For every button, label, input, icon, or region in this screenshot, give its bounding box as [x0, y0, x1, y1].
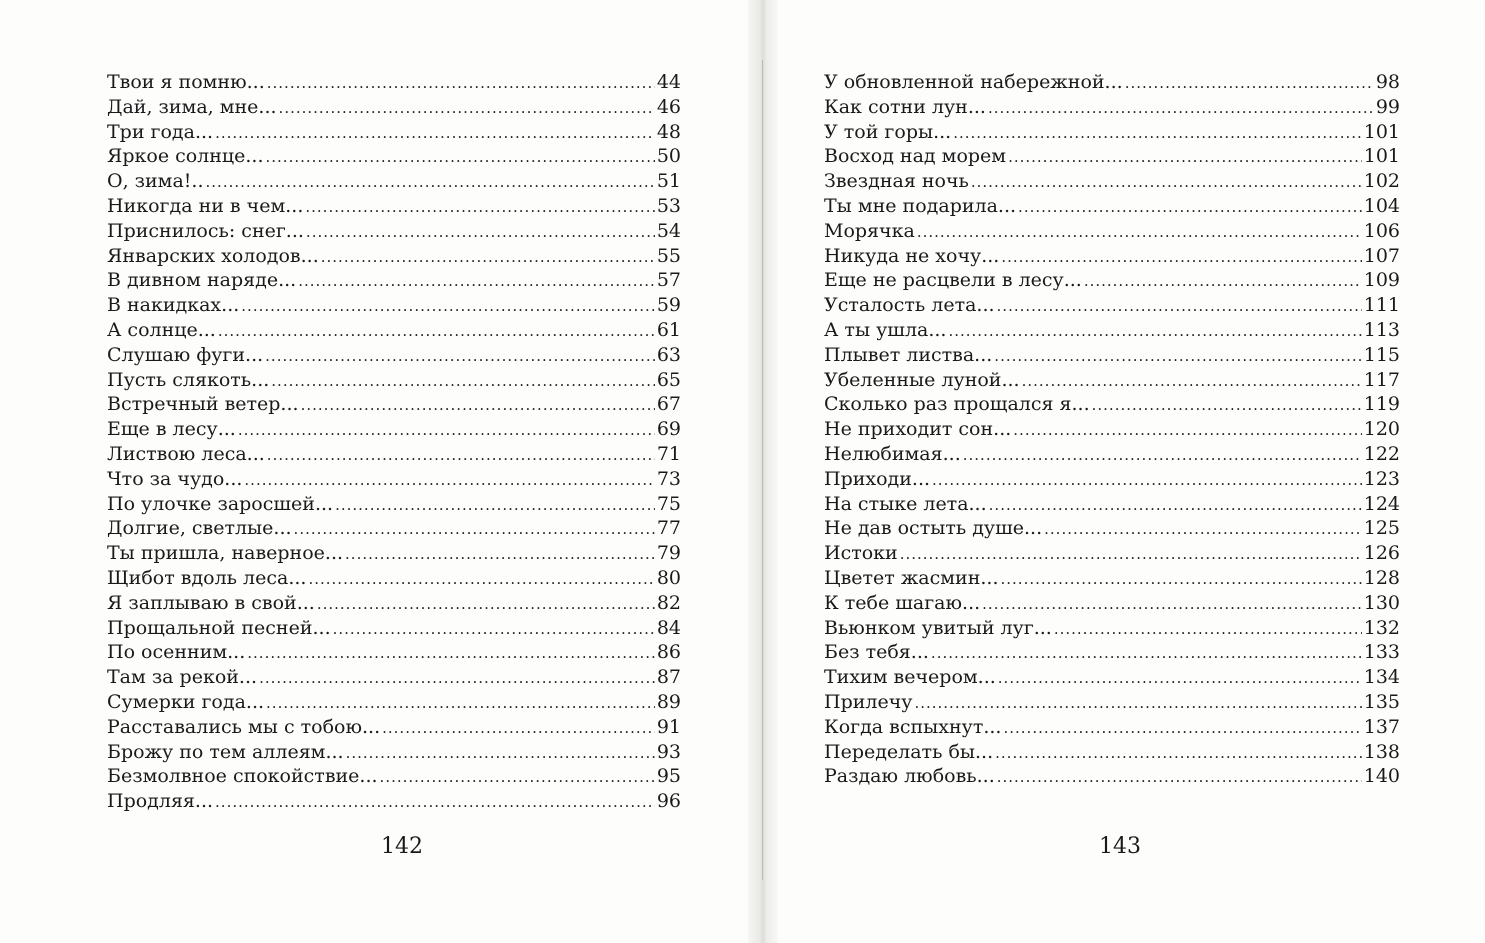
table-of-contents-right: [824, 70, 1400, 789]
toc-entry-page: 102: [1363, 170, 1400, 193]
toc-entry-page: 73: [656, 467, 681, 490]
toc-entry-page: 98: [1375, 71, 1400, 93]
toc-entry-page: 63: [656, 343, 681, 366]
table-of-contents-left: [107, 70, 681, 814]
toc-entry: [107, 516, 681, 541]
toc-entry-title: Усталость лета...: [824, 294, 995, 317]
toc-entry: [107, 591, 681, 616]
dot-leader: [1018, 195, 1362, 220]
toc-entry-page: 124: [1363, 492, 1400, 515]
toc-entry-page: 111: [1363, 294, 1400, 317]
toc-entry: [107, 417, 681, 442]
dot-leader: [294, 517, 655, 542]
dot-leader: [247, 641, 655, 666]
toc-entry: [824, 244, 1400, 269]
toc-entry-title: Приснилось: снег...: [107, 219, 304, 242]
toc-entry-page: 106: [1363, 219, 1400, 242]
right-page: [824, 70, 1400, 789]
dot-leader: [244, 468, 654, 493]
dot-leader: [900, 542, 1362, 567]
dot-leader: [238, 418, 655, 443]
toc-entry-page: 69: [656, 418, 681, 441]
toc-entry: [824, 318, 1400, 343]
toc-entry-page: 55: [656, 244, 681, 267]
toc-entry-title: Цветет жасмин...: [824, 566, 999, 589]
dot-leader: [1022, 369, 1362, 394]
toc-entry-title: Сколько раз прощался я...: [824, 393, 1090, 416]
toc-entry-page: 57: [656, 269, 681, 292]
toc-entry: [824, 144, 1400, 169]
toc-entry-page: 46: [656, 95, 681, 118]
toc-entry-page: 95: [656, 765, 681, 788]
toc-entry: [107, 268, 681, 293]
toc-entry-title: Я заплываю в свой...: [107, 591, 315, 614]
toc-entry-title: Убеленные луной...: [824, 368, 1020, 391]
dot-leader: [914, 691, 1361, 716]
toc-entry-page: 120: [1363, 418, 1400, 441]
dot-leader: [215, 121, 655, 146]
toc-entry: [824, 690, 1400, 715]
toc-entry-title: По улочке заросшей...: [107, 492, 334, 515]
toc-entry: [107, 144, 681, 169]
toc-entry-page: 137: [1363, 715, 1400, 738]
dot-leader: [998, 666, 1362, 691]
toc-entry-page: 125: [1363, 517, 1400, 540]
toc-entry: [824, 467, 1400, 492]
dot-leader: [298, 269, 655, 294]
toc-entry-page: 96: [656, 790, 681, 813]
toc-entry-page: 59: [656, 294, 681, 317]
dot-leader: [301, 393, 655, 418]
toc-entry: [824, 764, 1400, 789]
toc-entry-title: Морячка: [824, 219, 915, 242]
toc-entry-title: Листвою леса...: [107, 442, 265, 465]
dot-leader: [1125, 71, 1374, 96]
toc-entry: [824, 616, 1400, 641]
toc-entry-page: 133: [1363, 641, 1400, 664]
dot-leader: [971, 170, 1362, 195]
toc-entry-title: Щибот вдоль леса...: [107, 566, 307, 589]
dot-leader: [267, 71, 655, 96]
dot-leader: [317, 592, 655, 617]
toc-entry-title: Приходи...: [824, 467, 931, 490]
toc-entry: [824, 566, 1400, 591]
toc-entry: [107, 541, 681, 566]
toc-entry-title: В дивном наряде...: [107, 269, 297, 292]
toc-entry-title: Ты пришла, наверное...: [107, 542, 344, 565]
toc-entry: [107, 467, 681, 492]
toc-entry: [107, 715, 681, 740]
toc-entry: [107, 244, 681, 269]
dot-leader: [241, 294, 655, 319]
toc-entry-page: 50: [656, 145, 681, 168]
toc-entry: [824, 120, 1400, 145]
toc-entry-page: 87: [656, 666, 681, 689]
toc-entry-page: 104: [1363, 194, 1400, 217]
toc-entry-page: 128: [1363, 566, 1400, 589]
dot-leader: [206, 170, 655, 195]
toc-entry-title: Не дав остыть душе...: [824, 517, 1043, 540]
toc-entry-title: Никогда ни в чем...: [107, 194, 304, 217]
toc-entry-page: 86: [656, 641, 681, 664]
toc-entry-page: 65: [656, 368, 681, 391]
toc-entry-title: Никуда не хочу...: [824, 244, 1000, 267]
toc-entry-page: 75: [656, 492, 681, 515]
dot-leader: [382, 716, 655, 741]
toc-entry-title: Прощальной песней...: [107, 616, 331, 639]
toc-entry-page: 135: [1363, 690, 1400, 713]
toc-entry-page: 89: [656, 690, 681, 713]
toc-entry-title: Истоки: [824, 542, 898, 565]
dot-leader: [931, 641, 1362, 666]
toc-entry-title: Январских холодов...: [107, 244, 319, 267]
toc-entry: [824, 740, 1400, 765]
toc-entry: [107, 640, 681, 665]
dot-leader: [948, 319, 1361, 344]
toc-entry-page: 109: [1363, 269, 1400, 292]
dot-leader: [1092, 393, 1362, 418]
toc-entry-page: 115: [1363, 343, 1400, 366]
toc-entry: [107, 690, 681, 715]
toc-entry-page: 61: [656, 318, 681, 341]
toc-entry-title: Переделать бы...: [824, 740, 994, 763]
toc-entry-page: 51: [656, 170, 681, 193]
dot-leader: [1084, 269, 1362, 294]
toc-entry: [824, 442, 1400, 467]
toc-entry: [824, 268, 1400, 293]
dot-leader: [917, 220, 1362, 245]
toc-entry-page: 91: [656, 715, 681, 738]
toc-entry: [824, 640, 1400, 665]
toc-entry-page: 79: [656, 542, 681, 565]
dot-leader: [308, 567, 654, 592]
dot-leader: [333, 617, 655, 642]
toc-entry-title: Расставались мы с тобою...: [107, 715, 381, 738]
book-gutter: [748, 0, 778, 943]
toc-entry-title: Продляя...: [107, 790, 214, 813]
dot-leader: [1008, 145, 1362, 170]
dot-leader: [267, 443, 655, 468]
toc-entry-title: В накидках...: [107, 294, 240, 317]
dot-leader: [346, 741, 655, 766]
dot-leader: [988, 96, 1374, 121]
toc-entry-title: Три года...: [107, 120, 214, 143]
dot-leader: [271, 369, 655, 394]
dot-leader: [380, 765, 655, 790]
toc-entry-title: По осенним...: [107, 641, 246, 664]
toc-entry: [107, 764, 681, 789]
toc-entry: [824, 293, 1400, 318]
dot-leader: [215, 790, 655, 815]
toc-entry: [107, 70, 681, 95]
toc-entry-title: Сумерки года...: [107, 690, 265, 713]
toc-entry: [824, 715, 1400, 740]
dot-leader: [1001, 245, 1361, 270]
toc-entry-title: Плывет листва...: [824, 343, 993, 366]
toc-entry: [824, 541, 1400, 566]
toc-entry-title: На стыке лета...: [824, 492, 987, 515]
toc-entry: [824, 492, 1400, 517]
toc-entry-title: Без тебя...: [824, 641, 929, 664]
toc-entry-title: У той горы...: [824, 120, 952, 143]
toc-entry-title: Раздаю любовь...: [824, 765, 995, 788]
toc-entry-title: Дай, зима, мне...: [107, 95, 277, 118]
toc-entry: [107, 392, 681, 417]
toc-entry-title: Твои я помню...: [107, 71, 265, 93]
toc-entry-title: Нелюбимая...: [824, 442, 961, 465]
toc-entry-title: Тихим вечером...: [824, 666, 996, 689]
toc-entry: [824, 95, 1400, 120]
toc-entry-title: Как сотни лун...: [824, 95, 986, 118]
toc-entry: [824, 70, 1400, 95]
toc-entry-page: 140: [1363, 765, 1400, 788]
toc-entry: [107, 616, 681, 641]
toc-entry-page: 130: [1363, 591, 1400, 614]
page-number-left: 142: [381, 834, 423, 859]
dot-leader: [321, 245, 655, 270]
toc-entry-page: 126: [1363, 542, 1400, 565]
toc-entry-title: Вьюнком увитый луг...: [824, 616, 1052, 639]
toc-entry: [824, 417, 1400, 442]
toc-entry: [107, 120, 681, 145]
toc-entry-page: 134: [1363, 666, 1400, 689]
toc-entry: [824, 392, 1400, 417]
toc-entry-page: 82: [656, 591, 681, 614]
dot-leader: [989, 493, 1362, 518]
toc-entry-title: А солнце...: [107, 318, 216, 341]
toc-entry-title: Когда вспыхнут...: [824, 715, 1002, 738]
dot-leader: [265, 344, 655, 369]
toc-entry-page: 138: [1363, 740, 1400, 763]
toc-entry: [824, 343, 1400, 368]
toc-entry-title: А ты ушла...: [824, 318, 947, 341]
dot-leader: [266, 691, 655, 716]
toc-entry: [107, 219, 681, 244]
toc-entry-title: Встречный ветер...: [107, 393, 299, 416]
toc-entry-title: Что за чудо...: [107, 467, 243, 490]
dot-leader: [218, 319, 655, 344]
toc-entry-page: 101: [1363, 120, 1400, 143]
dot-leader: [345, 542, 655, 567]
dot-leader: [963, 443, 1362, 468]
toc-entry-title: Долгие, светлые...: [107, 517, 292, 540]
dot-leader: [259, 666, 655, 691]
toc-entry-page: 44: [656, 71, 681, 93]
toc-entry-page: 132: [1363, 616, 1400, 639]
toc-entry-title: Пусть слякоть...: [107, 368, 270, 391]
toc-entry-page: 119: [1363, 393, 1400, 416]
toc-entry-title: Еще в лесу...: [107, 418, 236, 441]
toc-entry-page: 101: [1363, 145, 1400, 168]
dot-leader: [997, 294, 1362, 319]
toc-entry-page: 99: [1375, 95, 1400, 118]
toc-entry-page: 93: [656, 740, 681, 763]
toc-entry-title: Ты мне подарила...: [824, 194, 1017, 217]
toc-entry-title: Восход над морем: [824, 145, 1007, 168]
dot-leader: [932, 468, 1362, 493]
toc-entry-page: 80: [656, 566, 681, 589]
toc-entry-title: Звездная ночь: [824, 170, 969, 193]
dot-leader: [1001, 567, 1362, 592]
toc-entry: [107, 293, 681, 318]
toc-entry-title: О, зима!..: [107, 170, 204, 193]
toc-entry-page: 67: [656, 393, 681, 416]
dot-leader: [1044, 517, 1362, 542]
toc-entry: [107, 194, 681, 219]
toc-entry: [824, 194, 1400, 219]
toc-entry-page: 77: [656, 517, 681, 540]
toc-entry-title: У обновленной набережной...: [824, 71, 1123, 93]
toc-entry-title: Там за рекой...: [107, 666, 258, 689]
toc-entry-page: 107: [1363, 244, 1400, 267]
toc-entry: [824, 219, 1400, 244]
toc-entry-title: К тебе шагаю...: [824, 591, 981, 614]
toc-entry: [107, 368, 681, 393]
toc-entry: [107, 789, 681, 814]
toc-entry-title: Яркое солнце...: [107, 145, 264, 168]
dot-leader: [335, 493, 655, 518]
toc-entry: [107, 492, 681, 517]
toc-entry: [107, 169, 681, 194]
toc-entry-page: 84: [656, 616, 681, 639]
dot-leader: [306, 220, 655, 245]
dot-leader: [982, 592, 1362, 617]
toc-entry-page: 122: [1363, 442, 1400, 465]
dot-leader: [1003, 716, 1361, 741]
toc-entry: [824, 169, 1400, 194]
page-number-right: 143: [1099, 834, 1141, 859]
toc-entry-page: 54: [656, 219, 681, 242]
toc-entry-title: Безмолвное спокойствие...: [107, 765, 378, 788]
dot-leader: [1054, 617, 1362, 642]
toc-entry-page: 123: [1363, 467, 1400, 490]
dot-leader: [953, 121, 1362, 146]
toc-entry: [107, 566, 681, 591]
toc-entry-title: Не приходит сон...: [824, 418, 1012, 441]
toc-entry: [824, 516, 1400, 541]
toc-entry: [107, 665, 681, 690]
dot-leader: [1013, 418, 1361, 443]
toc-entry: [824, 591, 1400, 616]
toc-entry-page: 48: [656, 120, 681, 143]
toc-entry-title: Слушаю фуги...: [107, 343, 264, 366]
toc-entry-title: Прилечу: [824, 690, 913, 713]
toc-entry: [824, 665, 1400, 690]
left-page: [107, 70, 681, 814]
toc-entry: [107, 95, 681, 120]
dot-leader: [994, 344, 1361, 369]
dot-leader: [995, 741, 1362, 766]
toc-entry: [107, 740, 681, 765]
dot-leader: [266, 145, 655, 170]
toc-entry: [107, 343, 681, 368]
toc-entry: [824, 368, 1400, 393]
toc-entry-title: Брожу по тем аллеям...: [107, 740, 344, 763]
dot-leader: [305, 195, 654, 220]
toc-entry-page: 53: [656, 194, 681, 217]
toc-entry-page: 117: [1363, 368, 1400, 391]
dot-leader: [279, 96, 655, 121]
toc-entry-page: 113: [1363, 318, 1400, 341]
toc-entry-title: Еще не расцвели в лесу...: [824, 269, 1082, 292]
toc-entry: [107, 442, 681, 467]
dot-leader: [997, 765, 1362, 790]
toc-entry-page: 71: [656, 442, 681, 465]
toc-entry: [107, 318, 681, 343]
